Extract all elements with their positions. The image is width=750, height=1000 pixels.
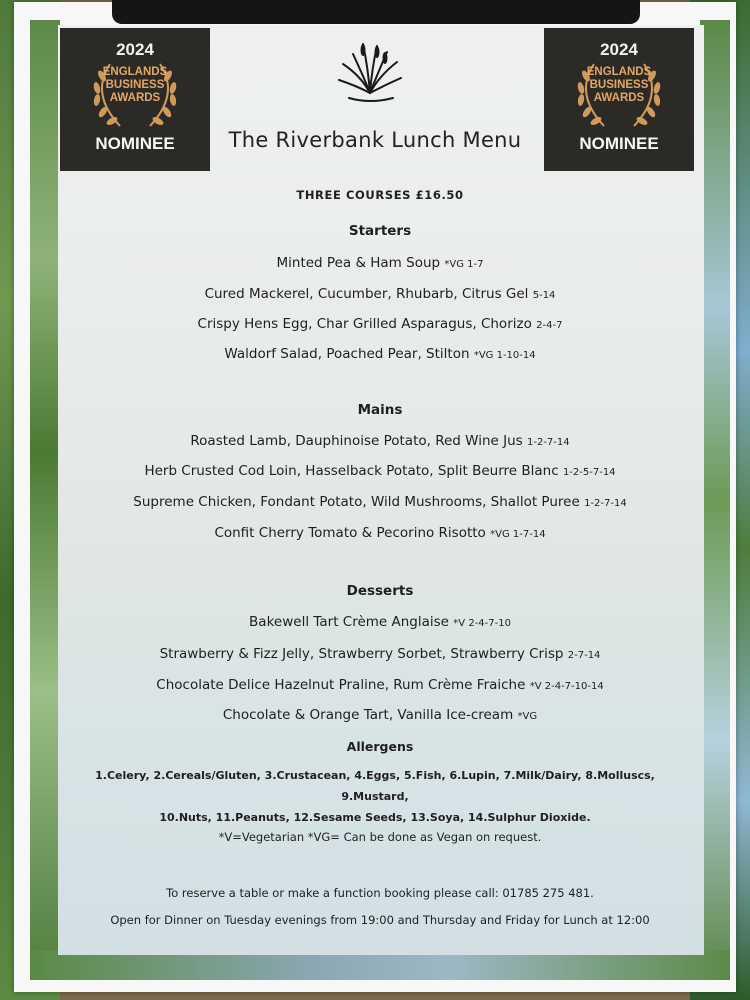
menu-item <box>60 707 700 723</box>
photo-border-left <box>30 20 60 980</box>
menu-item <box>60 614 700 630</box>
starters-heading: Starters <box>348 223 412 239</box>
item-tag: 1-2-5-7-14 <box>562 467 616 478</box>
allergen-line-1: 1.Celery, 2.Cereals/Gluten, 3.Crustacean, 4.Eggs, 5.Fish, 6.Lupin, 7.Milk/Dairy, 8.Molluscs, 9.Mustard, <box>95 769 655 803</box>
item-name: Cured Mackerel, Cucumber, Rhubarb, Citrus Gel <box>204 286 529 302</box>
desserts-heading: Desserts <box>346 583 414 599</box>
item-name: Herb Crusted Cod Loin, Hasselback Potato, Split Beurre Blanc <box>144 463 559 479</box>
item-tag: 1-2-7-14 <box>584 498 627 509</box>
item-tag: *VG 1-10-14 <box>473 350 536 361</box>
allergen-list <box>60 765 690 828</box>
photo-border-right <box>700 20 730 980</box>
menu-item <box>60 316 700 332</box>
menu-item <box>60 463 700 479</box>
opening-hours: Open for Dinner on Tuesday evenings from 19:00 and Thursday and Friday for Lunch at 12:00 <box>110 913 650 927</box>
menu-item <box>60 286 700 302</box>
menu-item <box>60 677 700 693</box>
menu-title: The Riverbank Lunch Menu <box>228 128 522 152</box>
badge-line-2: BUSINESS <box>589 79 649 91</box>
badge-nominee: NOMINEE <box>579 134 659 153</box>
menu-item <box>60 494 700 510</box>
item-name: Chocolate Delice Hazelnut Praline, Rum Crème Fraiche <box>156 677 526 693</box>
item-tag: *VG 1-7 <box>444 259 484 270</box>
item-name: Supreme Chicken, Fondant Potato, Wild Mushrooms, Shallot Puree <box>133 494 580 510</box>
badge-awards-text <box>574 66 664 105</box>
menu-item <box>60 525 700 541</box>
item-tag: 1-2-7-14 <box>526 437 570 448</box>
item-tag: 2-7-14 <box>567 650 601 661</box>
dietary-key: *V=Vegetarian *VG= Can be done as Vegan on request. <box>218 830 542 844</box>
item-tag: *VG <box>517 711 538 722</box>
item-name: Roasted Lamb, Dauphinoise Potato, Red Wine Jus <box>190 433 523 449</box>
item-name: Bakewell Tart Crème Anglaise <box>249 614 449 630</box>
item-name: Minted Pea & Ham Soup <box>276 255 441 271</box>
badge-line-1: ENGLANDS <box>586 66 652 78</box>
clipboard-clip <box>112 0 640 24</box>
menu-item <box>60 433 700 449</box>
item-tag: *V 2-4-7-10-14 <box>529 681 604 692</box>
mains-heading: Mains <box>357 402 403 418</box>
item-name: Chocolate & Orange Tart, Vanilla Ice-cream <box>222 707 514 723</box>
item-tag: *VG 1-7-14 <box>490 529 546 540</box>
item-tag: *V 2-4-7-10 <box>453 618 511 629</box>
badge-line-2: BUSINESS <box>105 79 165 91</box>
badge-year: 2024 <box>600 40 638 59</box>
award-badge-left <box>60 28 210 171</box>
item-tag: 2-4-7 <box>536 320 563 331</box>
price-line: THREE COURSES £16.50 <box>296 188 464 202</box>
reservation-note: To reserve a table or make a function booking please call: 01785 275 481. <box>166 886 594 900</box>
badge-awards-text <box>90 66 180 105</box>
badge-year: 2024 <box>116 40 154 59</box>
item-name: Waldorf Salad, Poached Pear, Stilton <box>224 346 470 362</box>
badge-line-3: AWARDS <box>109 92 161 104</box>
badge-nominee: NOMINEE <box>95 134 175 153</box>
reeds-logo-icon <box>335 38 405 104</box>
menu-item <box>60 346 700 362</box>
award-badge-right <box>544 28 694 171</box>
menu-item <box>60 646 700 662</box>
allergen-line-2: 10.Nuts, 11.Peanuts, 12.Sesame Seeds, 13.Soya, 14.Sulphur Dioxide. <box>159 811 591 824</box>
item-tag: 5-14 <box>532 290 556 301</box>
allergens-heading: Allergens <box>346 739 414 754</box>
item-name: Confit Cherry Tomato & Pecorino Risotto <box>214 525 486 541</box>
badge-line-3: AWARDS <box>593 92 645 104</box>
item-name: Crispy Hens Egg, Char Grilled Asparagus, Chorizo <box>197 316 532 332</box>
item-name: Strawberry & Fizz Jelly, Strawberry Sorbet, Strawberry Crisp <box>159 646 564 662</box>
menu-item <box>60 255 700 271</box>
badge-line-1: ENGLANDS <box>102 66 168 78</box>
